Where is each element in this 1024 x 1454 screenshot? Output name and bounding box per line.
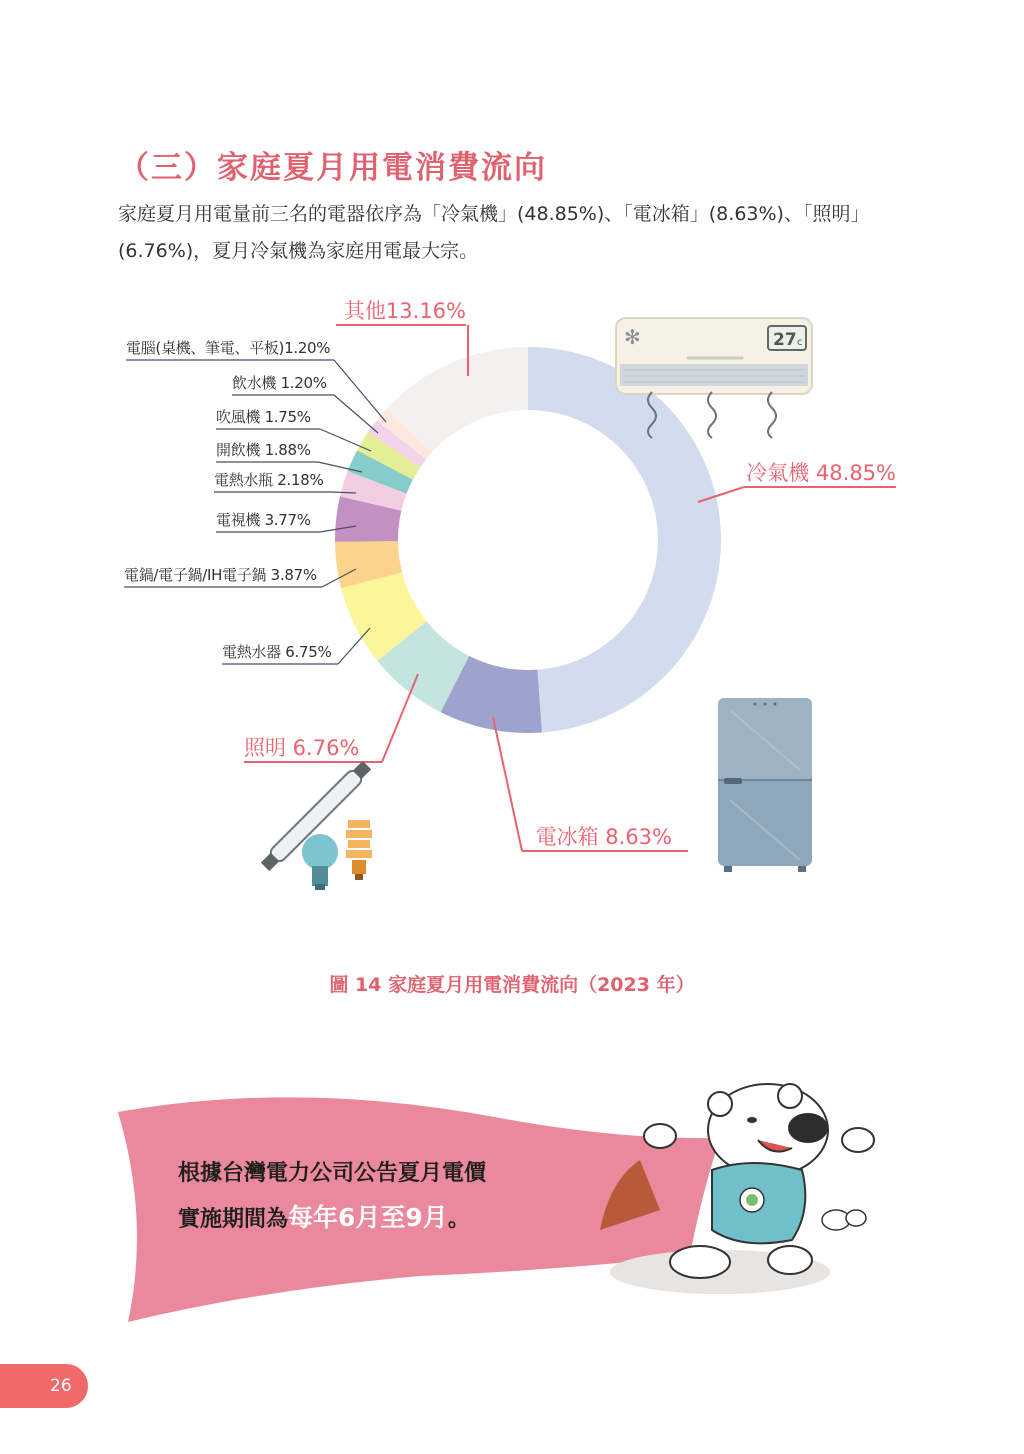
refrigerator-icon xyxy=(718,698,812,872)
ac-display: 27 xyxy=(773,330,797,350)
leader-line xyxy=(338,628,370,664)
banner-line-2 xyxy=(178,1196,598,1242)
data-label: 電冰箱 8.63% xyxy=(535,825,672,849)
figure-caption: 圖 14 家庭夏月用電消費流向（2023 年） xyxy=(329,974,695,996)
donut-chart xyxy=(0,280,1024,920)
leader-line xyxy=(334,395,378,433)
slice-48-85 xyxy=(528,347,721,732)
data-label: 照明 6.76% xyxy=(244,736,360,760)
data-label: 電熱水瓶 2.18% xyxy=(214,471,324,489)
page-number: 26 xyxy=(0,1364,88,1408)
intro-paragraph: 家庭夏月用電量前三名的電器依序為「冷氣機」(48.85%)、「電冰箱」(8.63%)、「照明」(6.76%)，夏月冷氣機為家庭用電最大宗。 xyxy=(118,203,870,262)
data-label: 開飲機 1.88% xyxy=(216,441,311,459)
data-label: 飲水機 1.20% xyxy=(232,374,327,392)
data-label: 電視機 3.77% xyxy=(216,511,311,529)
banner-highlight: 每年6月至9月 xyxy=(288,1203,448,1232)
chart-slices xyxy=(335,347,721,733)
polar-bear-mascot xyxy=(600,1084,874,1294)
banner-line-2-prefix: 實施期間為 xyxy=(178,1207,289,1232)
leader-line xyxy=(382,674,418,762)
leader-line xyxy=(334,360,386,422)
data-label: 冷氣機 48.85% xyxy=(746,461,896,485)
snowflake-icon: ✻ xyxy=(624,325,641,349)
section-title: （三）家庭夏月用電消費流向 xyxy=(118,150,547,186)
data-label: 電熱水器 6.75% xyxy=(222,643,332,661)
data-label: 電腦(桌機、筆電、平板)1.20% xyxy=(126,339,331,357)
data-label: 吹風機 1.75% xyxy=(216,408,311,426)
data-label: 電鍋/電子鍋/IH電子鍋 3.87% xyxy=(124,566,317,584)
banner-text xyxy=(178,1152,598,1242)
data-label: 其他13.16% xyxy=(343,299,466,323)
banner-line-2-suffix: 。 xyxy=(447,1207,470,1232)
banner-line-1: 根據台灣電力公司公告夏月電價 xyxy=(178,1161,487,1186)
light-bulbs-icon xyxy=(259,759,372,890)
ac-display-unit: c xyxy=(797,337,803,348)
leader-line xyxy=(493,717,522,851)
